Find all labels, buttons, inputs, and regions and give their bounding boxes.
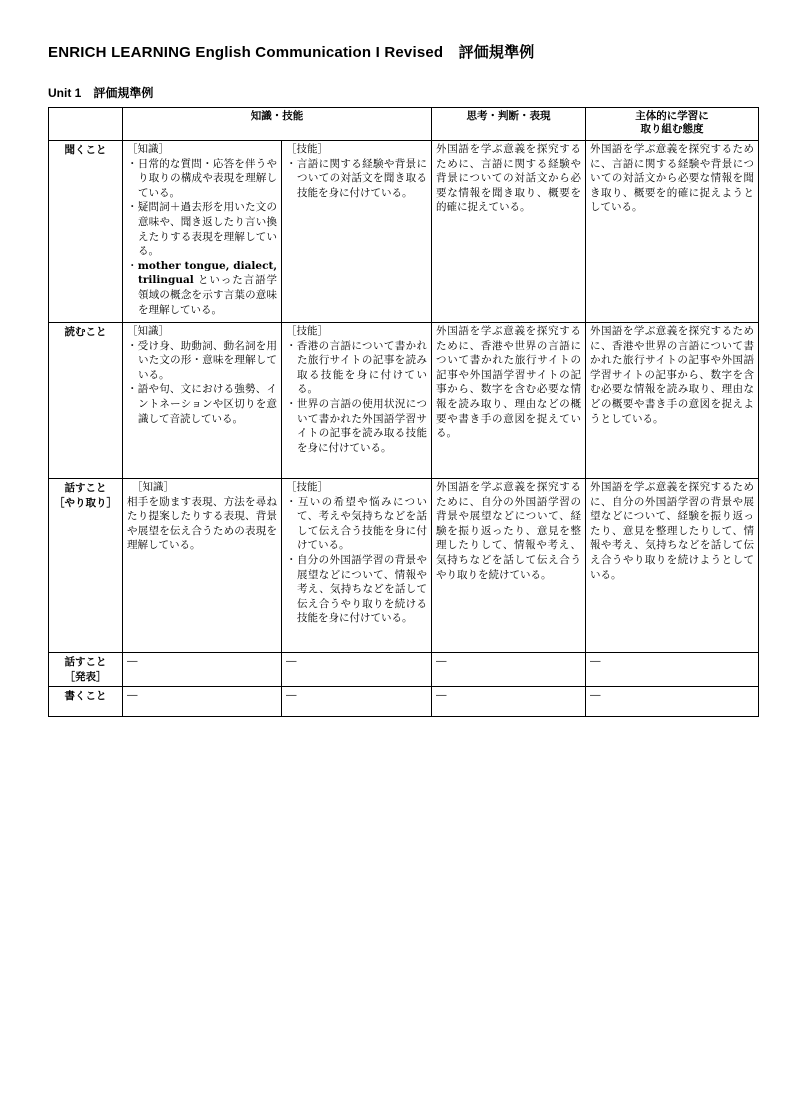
list-item: ・互いの希望や悩みについて、考えや気持ちなどを話して伝え合う技能を身に付けている。: [286, 495, 427, 552]
row-label-line1: 話すこと: [64, 656, 107, 668]
list-item: ・日常的な質問・応答を伴うやり取りの構成や表現を理解している。: [127, 157, 277, 199]
cell-speaking-interaction-skill: [282, 479, 432, 653]
cell-paragraph: 外国語を学ぶ意義を探究するために、言語に関する経験や背景についての対話文から必要な情報を聞き取り、概要を的確に捉えている。: [436, 143, 581, 214]
cell-reading-attitude: [586, 323, 759, 479]
row-label-line2: ［発表］: [64, 670, 107, 683]
skill-heading: ［技能］: [286, 325, 328, 337]
table-row-speaking-presentation: [49, 653, 759, 687]
table-row-writing: [49, 687, 759, 717]
cell-reading-thinking: [432, 323, 586, 479]
cell-speaking-interaction-attitude: [586, 479, 759, 653]
cell-writing-attitude: ―: [586, 687, 759, 717]
cell-paragraph: 外国語を学ぶ意義を探究するために、香港や世界の言語について書かれた旅行サイトの記事や外国語学習サイトの記事から、数字を含む必要な情報を読み取り、理由などの概要や書き手の意図を捉えようとしている。: [590, 325, 754, 425]
list-item: ・疑問詞＋過去形を用いた文の意味や、聞き返したり言い換えたりする表現を理解している。: [127, 201, 277, 258]
cell-paragraph: 外国語を学ぶ意義を探究するために、自分の外国語学習の背景や展望などについて、経験を振り返ったり、意見を整理したりして、情報や考え、気持ちなどを話して伝え合うやり取りを続けようとしている。: [590, 481, 754, 581]
skill-heading: ［技能］: [286, 481, 328, 493]
table-row-listening: [49, 141, 759, 323]
cell-listening-skill: [282, 141, 432, 323]
cell-reading-skill: [282, 323, 432, 479]
cell-speaking-presentation-knowledge: ―: [123, 653, 282, 687]
bullet: ・: [127, 259, 138, 272]
cell-writing-skill: ―: [282, 687, 432, 717]
header-row: [49, 108, 759, 141]
cell-speaking-presentation-skill: ―: [282, 653, 432, 687]
header-knowledge-skills: 知識・技能: [123, 108, 432, 141]
cell-listening-attitude: [586, 141, 759, 323]
rubric-table: [48, 107, 759, 717]
cell-paragraph: 外国語を学ぶ意義を探究するために、自分の外国語学習の背景や展望などについて、経験を振り返ったり、意見を整理したりして、情報や考え、気持ちなどを話して伝え合うやり取りを続けている。: [436, 481, 581, 581]
row-label-line1: 書くこと: [64, 690, 107, 703]
row-label-speaking-interaction: [49, 479, 123, 653]
document-title: ENRICH LEARNING English Communication I Revised 評価規準例: [48, 44, 535, 61]
knowledge-heading: ［知識］: [127, 143, 169, 155]
table-row-reading: [49, 323, 759, 479]
header-attitude: [586, 108, 759, 141]
list-item: ・香港の言語について書かれた旅行サイトの記事を読み取る技能を身に付けている。: [286, 339, 427, 396]
row-label-line2: ［やり取り］: [54, 496, 117, 509]
unit-title: Unit 1 評価規準例: [48, 86, 154, 100]
row-label-writing: [49, 687, 123, 717]
cell-listening-knowledge: [123, 141, 282, 323]
cell-writing-thinking: ―: [432, 687, 586, 717]
knowledge-heading: ［知識］: [127, 325, 169, 337]
list-item: ・受け身、助動詞、動名詞を用いた文の形・意味を理解している。: [127, 339, 277, 381]
cell-speaking-interaction-thinking: [432, 479, 586, 653]
cell-listening-thinking: [432, 141, 586, 323]
header-thinking-judgment-expression: 思考・判断・表現: [432, 108, 586, 141]
cell-reading-knowledge: [123, 323, 282, 479]
cell-speaking-interaction-knowledge: [123, 479, 282, 653]
cell-writing-knowledge: ―: [123, 687, 282, 717]
skill-heading: ［技能］: [286, 143, 328, 155]
row-label-line1: 話すこと: [64, 482, 107, 494]
cell-speaking-presentation-attitude: ―: [586, 653, 759, 687]
header-attitude-line2: 取り組む態度: [640, 123, 704, 136]
list-item: [127, 259, 277, 317]
list-item-rest: といった言語学領域の概念を示す言葉の意味を理解している。: [138, 274, 277, 316]
corner-cell: [49, 108, 123, 141]
row-label-listening: [49, 141, 123, 323]
cell-paragraph: 外国語を学ぶ意義を探究するために、香港や世界の言語について書かれた旅行サイトの記事や外国語学習サイトの記事から、数字を含む必要な情報を読み取り、理由などの概要や書き手の意図を捉えている。: [436, 325, 581, 440]
list-item: ・語や句、文における強勢、イントネーションや区切りを意識して音読している。: [127, 383, 277, 425]
list-item: ・言語に関する経験や背景についての対話文を聞き取る技能を身に付けている。: [286, 157, 427, 199]
table-row-speaking-interaction: [49, 479, 759, 653]
cell-paragraph: 相手を励ます表現、方法を尋ねたり提案したりする表現、背景や展望を伝え合うための表現を理解している。: [127, 495, 277, 552]
row-label-line1: 聞くこと: [64, 144, 107, 156]
header-attitude-line1: 主体的に学習に: [635, 110, 709, 122]
cell-paragraph: 外国語を学ぶ意義を探究するために、言語に関する経験や背景についての対話文から必要な情報を聞き取り、概要を的確に捉えようとしている。: [590, 143, 754, 214]
list-item: ・世界の言語の使用状況について書かれた外国語学習サイトの記事を読み取る技能を身に付けている。: [286, 397, 427, 454]
row-label-speaking-presentation: [49, 653, 123, 687]
row-label-reading: [49, 323, 123, 479]
knowledge-heading: ［知識］: [132, 481, 174, 493]
row-label-line1: 読むこと: [64, 326, 107, 338]
bold-english-terms: mother tongue, dialect, trilingual: [137, 259, 278, 287]
list-item: ・自分の外国語学習の背景や展望などについて、情報や考え、気持ちなどを話して伝え合うやり取りを続ける技能を身に付けている。: [286, 553, 427, 625]
cell-speaking-presentation-thinking: ―: [432, 653, 586, 687]
